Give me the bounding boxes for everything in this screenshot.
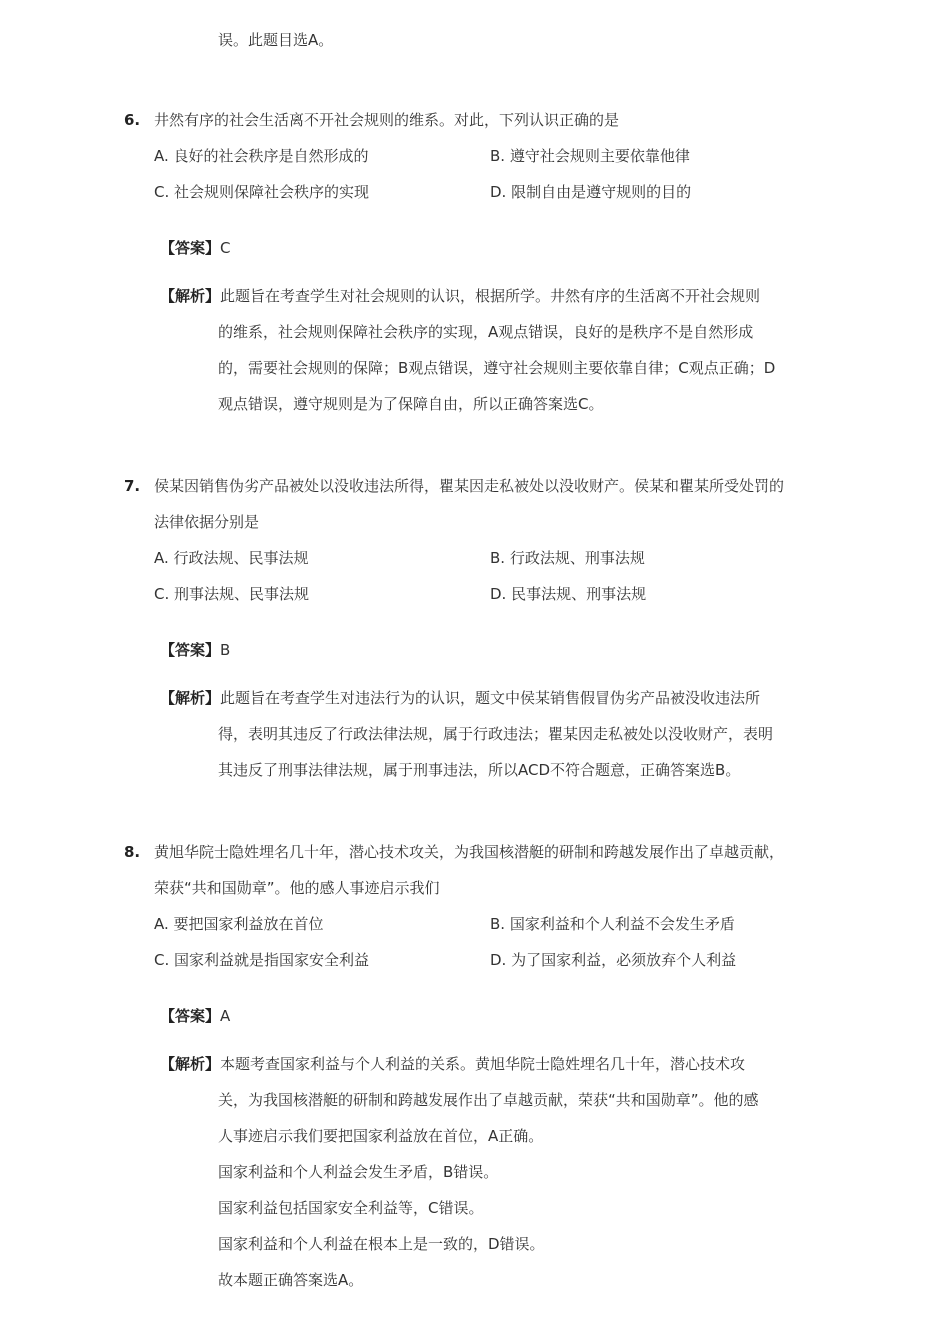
option-text: 为了国家利益，必须放弃个人利益 <box>511 951 737 969</box>
answer-value: C <box>220 239 231 257</box>
question-number: 6. <box>124 111 141 129</box>
option-text: 良好的社会秩序是自然形成的 <box>173 147 369 165</box>
question-stem: 荣获“共和国勋章”。他的感人事迹启示我们 <box>154 879 440 897</box>
previous-analysis-tail: 误。此题目选A。 <box>218 31 334 49</box>
option-text: 社会规则保障社会秩序的实现 <box>174 183 370 201</box>
answer-tag: 【答案】 <box>160 641 221 659</box>
question-number: 8. <box>124 843 141 861</box>
option-label: A. <box>154 915 169 933</box>
option-a <box>154 914 324 934</box>
analysis-tag: 【解析】 <box>160 689 221 707</box>
answer-line <box>160 640 230 660</box>
option-b <box>490 146 690 166</box>
question-number: 7. <box>124 477 141 495</box>
option-text: 限制自由是遵守规则的目的 <box>511 183 692 201</box>
option-label: B. <box>490 147 506 165</box>
option-d <box>490 584 646 604</box>
option-label: A. <box>154 549 169 567</box>
answer-tag: 【答案】 <box>160 239 221 257</box>
analysis-line: 观点错误，遵守规则是为了保障自由，所以正确答案选C。 <box>218 395 604 413</box>
analysis-line <box>160 1054 745 1074</box>
answer-line <box>160 238 231 258</box>
analysis-line <box>160 286 760 306</box>
analysis-line: 关，为我国核潜艇的研制和跨越发展作出了卓越贡献，荣获“共和国勋章”。他的感 <box>218 1091 759 1109</box>
option-c <box>154 584 309 604</box>
analysis-line: 其违反了刑事法律法规，属于刑事违法，所以ACD不符合题意，正确答案选B。 <box>218 761 741 779</box>
answer-line <box>160 1006 230 1026</box>
option-label: C. <box>154 183 170 201</box>
question-stem: 黄旭华院士隐姓埋名几十年，潜心技术攻关，为我国核潜艇的研制和跨越发展作出了卓越贡献， <box>154 843 785 861</box>
option-c <box>154 182 369 202</box>
analysis-tag: 【解析】 <box>160 287 221 305</box>
analysis-line: 的，需要社会规则的保障；B观点错误，遵守社会规则主要依靠自律；C观点正确；D <box>218 359 776 377</box>
option-text: 遵守社会规则主要依靠他律 <box>509 147 690 165</box>
option-c <box>154 950 369 970</box>
option-text: 民事法规、刑事法规 <box>511 585 647 603</box>
question-stem: 侯某因销售伪劣产品被处以没收违法所得，瞿某因走私被处以没收财产。侯某和瞿某所受处罚的 <box>154 477 785 495</box>
analysis-line: 国家利益和个人利益在根本上是一致的，D错误。 <box>218 1235 545 1253</box>
option-label: D. <box>490 951 507 969</box>
analysis-text: 此题旨在考查学生对违法行为的认识，题文中侯某销售假冒伪劣产品被没收违法所 <box>220 689 761 707</box>
option-text: 要把国家利益放在首位 <box>173 915 324 933</box>
analysis-text: 本题考查国家利益与个人利益的关系。黄旭华院士隐姓埋名几十年，潜心技术攻 <box>220 1055 746 1073</box>
option-label: B. <box>490 915 506 933</box>
option-d <box>490 182 691 202</box>
option-label: A. <box>154 147 169 165</box>
option-text: 行政法规、民事法规 <box>173 549 309 567</box>
analysis-line: 国家利益包括国家安全利益等，C错误。 <box>218 1199 484 1217</box>
analysis-line: 故本题正确答案选A。 <box>218 1271 364 1289</box>
option-label: B. <box>490 549 506 567</box>
question-stem: 井然有序的社会生活离不开社会规则的维系。对此，下列认识正确的是 <box>154 111 620 129</box>
analysis-line: 得，表明其违反了行政法律法规，属于行政违法；瞿某因走私被处以没收财产，表明 <box>218 725 774 743</box>
analysis-tag: 【解析】 <box>160 1055 221 1073</box>
analysis-line <box>160 688 760 708</box>
analysis-line: 的维系，社会规则保障社会秩序的实现，A观点错误，良好的是秩序不是自然形成 <box>218 323 754 341</box>
answer-value: A <box>220 1007 231 1025</box>
option-label: D. <box>490 585 507 603</box>
option-text: 行政法规、刑事法规 <box>509 549 645 567</box>
analysis-text: 此题旨在考查学生对社会规则的认识，根据所学。井然有序的生活离不开社会规则 <box>220 287 761 305</box>
question-stem: 法律依据分别是 <box>154 513 260 531</box>
option-label: C. <box>154 951 170 969</box>
option-text: 国家利益就是指国家安全利益 <box>174 951 370 969</box>
option-text: 刑事法规、民事法规 <box>174 585 310 603</box>
option-text: 国家利益和个人利益不会发生矛盾 <box>509 915 735 933</box>
analysis-line: 国家利益和个人利益会发生矛盾，B错误。 <box>218 1163 499 1181</box>
answer-tag: 【答案】 <box>160 1007 221 1025</box>
option-label: D. <box>490 183 507 201</box>
answer-value: B <box>220 641 231 659</box>
option-a <box>154 146 369 166</box>
analysis-line: 人事迹启示我们要把国家利益放在首位，A正确。 <box>218 1127 544 1145</box>
option-label: C. <box>154 585 170 603</box>
option-b <box>490 548 645 568</box>
option-d <box>490 950 736 970</box>
option-a <box>154 548 309 568</box>
option-b <box>490 914 735 934</box>
